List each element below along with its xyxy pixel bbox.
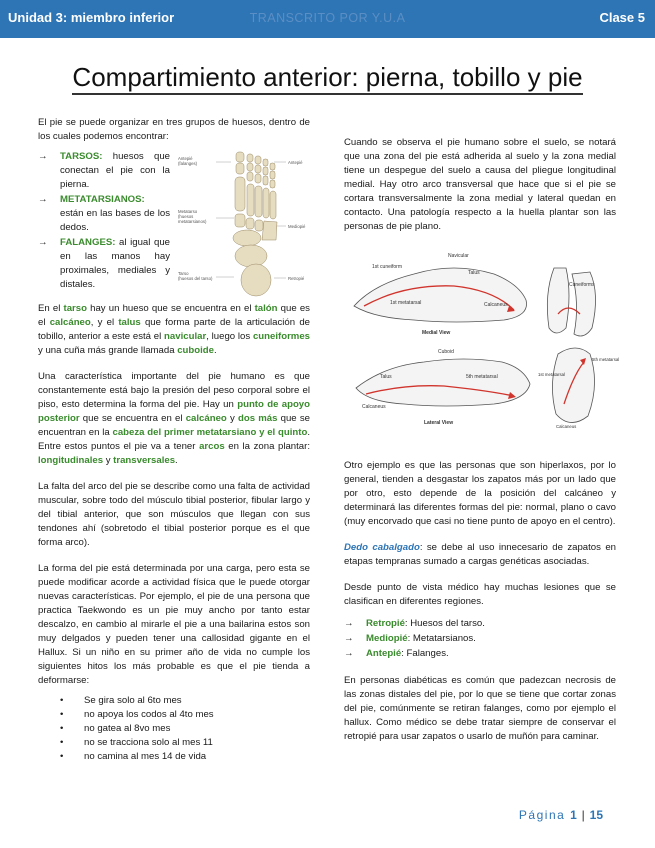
- svg-text:metatarsianos): metatarsianos): [178, 219, 207, 224]
- list-item: → METATARSIANOS: están en las bases de los dedos.: [38, 194, 170, 233]
- list-item: • Se gira solo al 6to mes: [60, 694, 310, 708]
- svg-text:Talus: Talus: [468, 270, 480, 276]
- list-item: • no gatea al 8vo mes: [60, 722, 310, 736]
- foot-arches-diagram: [344, 244, 620, 444]
- ground-paragraph: Cuando se observa el pie humano sobre el suelo, se notará que una zona del pie está adherida al suelo y la zona medial tiene un despegue del suelo a causa del pliegue longitudinal medial. Hay otro arco transversal que hace que si el pie se cortara transversalmente la zona medial y lateral quedan en contacto. Una patología respecto a la huella plantar son las personas de pie plano.: [344, 137, 616, 232]
- page-number: Página 1 | 15: [518, 808, 603, 822]
- svg-text:Cuneiforms: Cuneiforms: [569, 282, 595, 288]
- arrow-right-icon: →: [38, 151, 48, 162]
- list-item: → Retropié: Huesos del tarso.: [344, 618, 485, 629]
- svg-text:Antepié: Antepié: [178, 156, 193, 161]
- svg-text:(falanges): (falanges): [178, 161, 198, 166]
- arrow-right-icon: →: [38, 194, 48, 205]
- milestones-list: [38, 694, 310, 764]
- page-title: Compartimiento anterior: pierna, tobillo y pie: [0, 62, 655, 93]
- arch-paragraph: La falta del arco del pie se describe como una falta de actividad muscular, sobre todo del músculo tibial posterior, fibular largo y del tibial anterior, que son músculos que llegan con sus tendones ahí (sobretodo el tibial posterior porque es el que forma arco).: [38, 481, 310, 548]
- svg-text:1st metatarsal: 1st metatarsal: [390, 300, 422, 306]
- svg-text:Mediopié: Mediopié: [288, 224, 306, 229]
- list-item: → Antepié: Falanges.: [344, 648, 449, 659]
- unit-label: Unidad 3: miembro inferior: [8, 10, 175, 25]
- svg-text:(huesos del tarso): (huesos del tarso): [178, 276, 213, 281]
- right-column: [344, 136, 620, 744]
- svg-text:Calcaneus: Calcaneus: [362, 404, 386, 410]
- svg-text:Navicular: Navicular: [448, 253, 469, 259]
- list-item: • no camina al mes 14 de vida: [60, 750, 310, 764]
- svg-text:5th metatarsal: 5th metatarsal: [592, 357, 620, 362]
- svg-text:Calcaneus: Calcaneus: [556, 424, 577, 429]
- svg-text:(huesos: (huesos: [178, 214, 194, 219]
- header-bar: [0, 0, 655, 38]
- list-item: → Mediopié: Metatarsianos.: [344, 633, 476, 644]
- support-points-paragraph: Una característica importante del pie humano es que constantemente está bajo la presión del peso corporal sobre el piso, esto determina la forma del pie. Hay un punto de apoyo posterior que se encuentra en el calcáneo y dos más que se encuentran en la cabeza del primer metatarsiano y el quinto. Entre estos puntos el pie va a tener arcos en la zona plantar: longitudinales y transversales.: [38, 371, 311, 466]
- hyperlax-paragraph: Otro ejemplo es que las personas que son hiperlaxos, por lo general, tienden a desgastar los zapatos más por un lado que por otro, esto depende de la posición del calcáneo y determinará las diferentes formas del pie: normal, plano o cavo (muy encorvado que casi no tiene punto de apoyo en el centro).: [344, 460, 616, 527]
- svg-text:1st cuneiform: 1st cuneiform: [372, 264, 403, 270]
- tarsus-paragraph: En el tarso hay un hueso que se encuentra en el talón que es el calcáneo, y el talus que forma parte de la articulación de tobillo, anterior a este está el navicular, luego los cuneiformes y una cuña más grande llamada cuboide.: [38, 303, 311, 356]
- overlapping-toe-paragraph: Dedo cabalgado: se debe al uso innecesario de zapatos en etapas tempranas sumado a cargas genéticas asociadas.: [344, 542, 616, 567]
- svg-text:Tarso: Tarso: [178, 271, 189, 276]
- regions-intro-paragraph: Desde punto de vista médico hay muchas lesiones que se clasifican en diferentes regiones.: [344, 582, 616, 607]
- list-item: • no apoya los codos al 4to mes: [60, 708, 310, 722]
- class-label: Clase 5: [599, 10, 645, 25]
- svg-text:Antepié: Antepié: [288, 160, 303, 165]
- svg-text:1st metatarsal: 1st metatarsal: [538, 372, 565, 377]
- arrow-right-icon: →: [344, 618, 354, 629]
- list-item: → FALANGES: al igual que en las manos hay proximales, mediales y distales.: [38, 237, 170, 290]
- transcriber-label: TRANSCRITO POR Y.U.A: [249, 11, 406, 25]
- svg-text:Cuboid: Cuboid: [438, 349, 454, 355]
- arrow-right-icon: →: [344, 648, 354, 659]
- intro-paragraph: El pie se puede organizar en tres grupos de huesos, dentro de los cuales podemos encontrar:: [38, 117, 310, 142]
- bone-groups-list: [38, 150, 170, 293]
- regions-list: [344, 617, 616, 661]
- load-paragraph: La forma del pie está determinada por una carga, pero esta se puede modificar acorde a actividad física que le puede otorgar nuevas características. Por ejemplo, el pie de una persona que practica Taekwondo es un pie muy ancho por tanto estar descalzo, en cambio al mirarle el pie a una bailarina estos son muy delgados y pueden tener una callosidad gigante en el Hallux. Si un niño en su primer año de vida no cumple los siguientes hitos los más probable es que el pie tienda a deformarse:: [38, 563, 310, 686]
- arrow-right-icon: →: [344, 633, 354, 644]
- svg-text:Calcaneus: Calcaneus: [484, 302, 508, 308]
- svg-text:Medial View: Medial View: [422, 330, 451, 336]
- svg-text:Metatarso: Metatarso: [178, 209, 198, 214]
- diabetes-paragraph: En personas diabéticas es común que padezcan necrosis de las zonas distales del pie, por lo que se tiene que cortar zonas del pie, comúnmente se retiran falanges, como por ejemplo el hallux. Como médico se debe tratar siempre de conservar el retropié para usar zapatos o usarlo de muñón para caminar.: [344, 675, 616, 742]
- svg-text:Retropié: Retropié: [288, 276, 305, 281]
- list-item: • no se tracciona solo al mes 11: [60, 736, 310, 750]
- svg-text:Talus: Talus: [380, 374, 392, 380]
- svg-text:5th metatarsal: 5th metatarsal: [466, 374, 498, 380]
- left-column: [38, 116, 310, 764]
- bone-groups: [38, 150, 310, 302]
- svg-text:Lateral View: Lateral View: [424, 420, 454, 426]
- foot-bones-figure: [176, 150, 312, 300]
- list-item: → TARSOS: huesos que conectan el pie con la pierna.: [38, 151, 170, 190]
- arrow-right-icon: →: [38, 237, 48, 248]
